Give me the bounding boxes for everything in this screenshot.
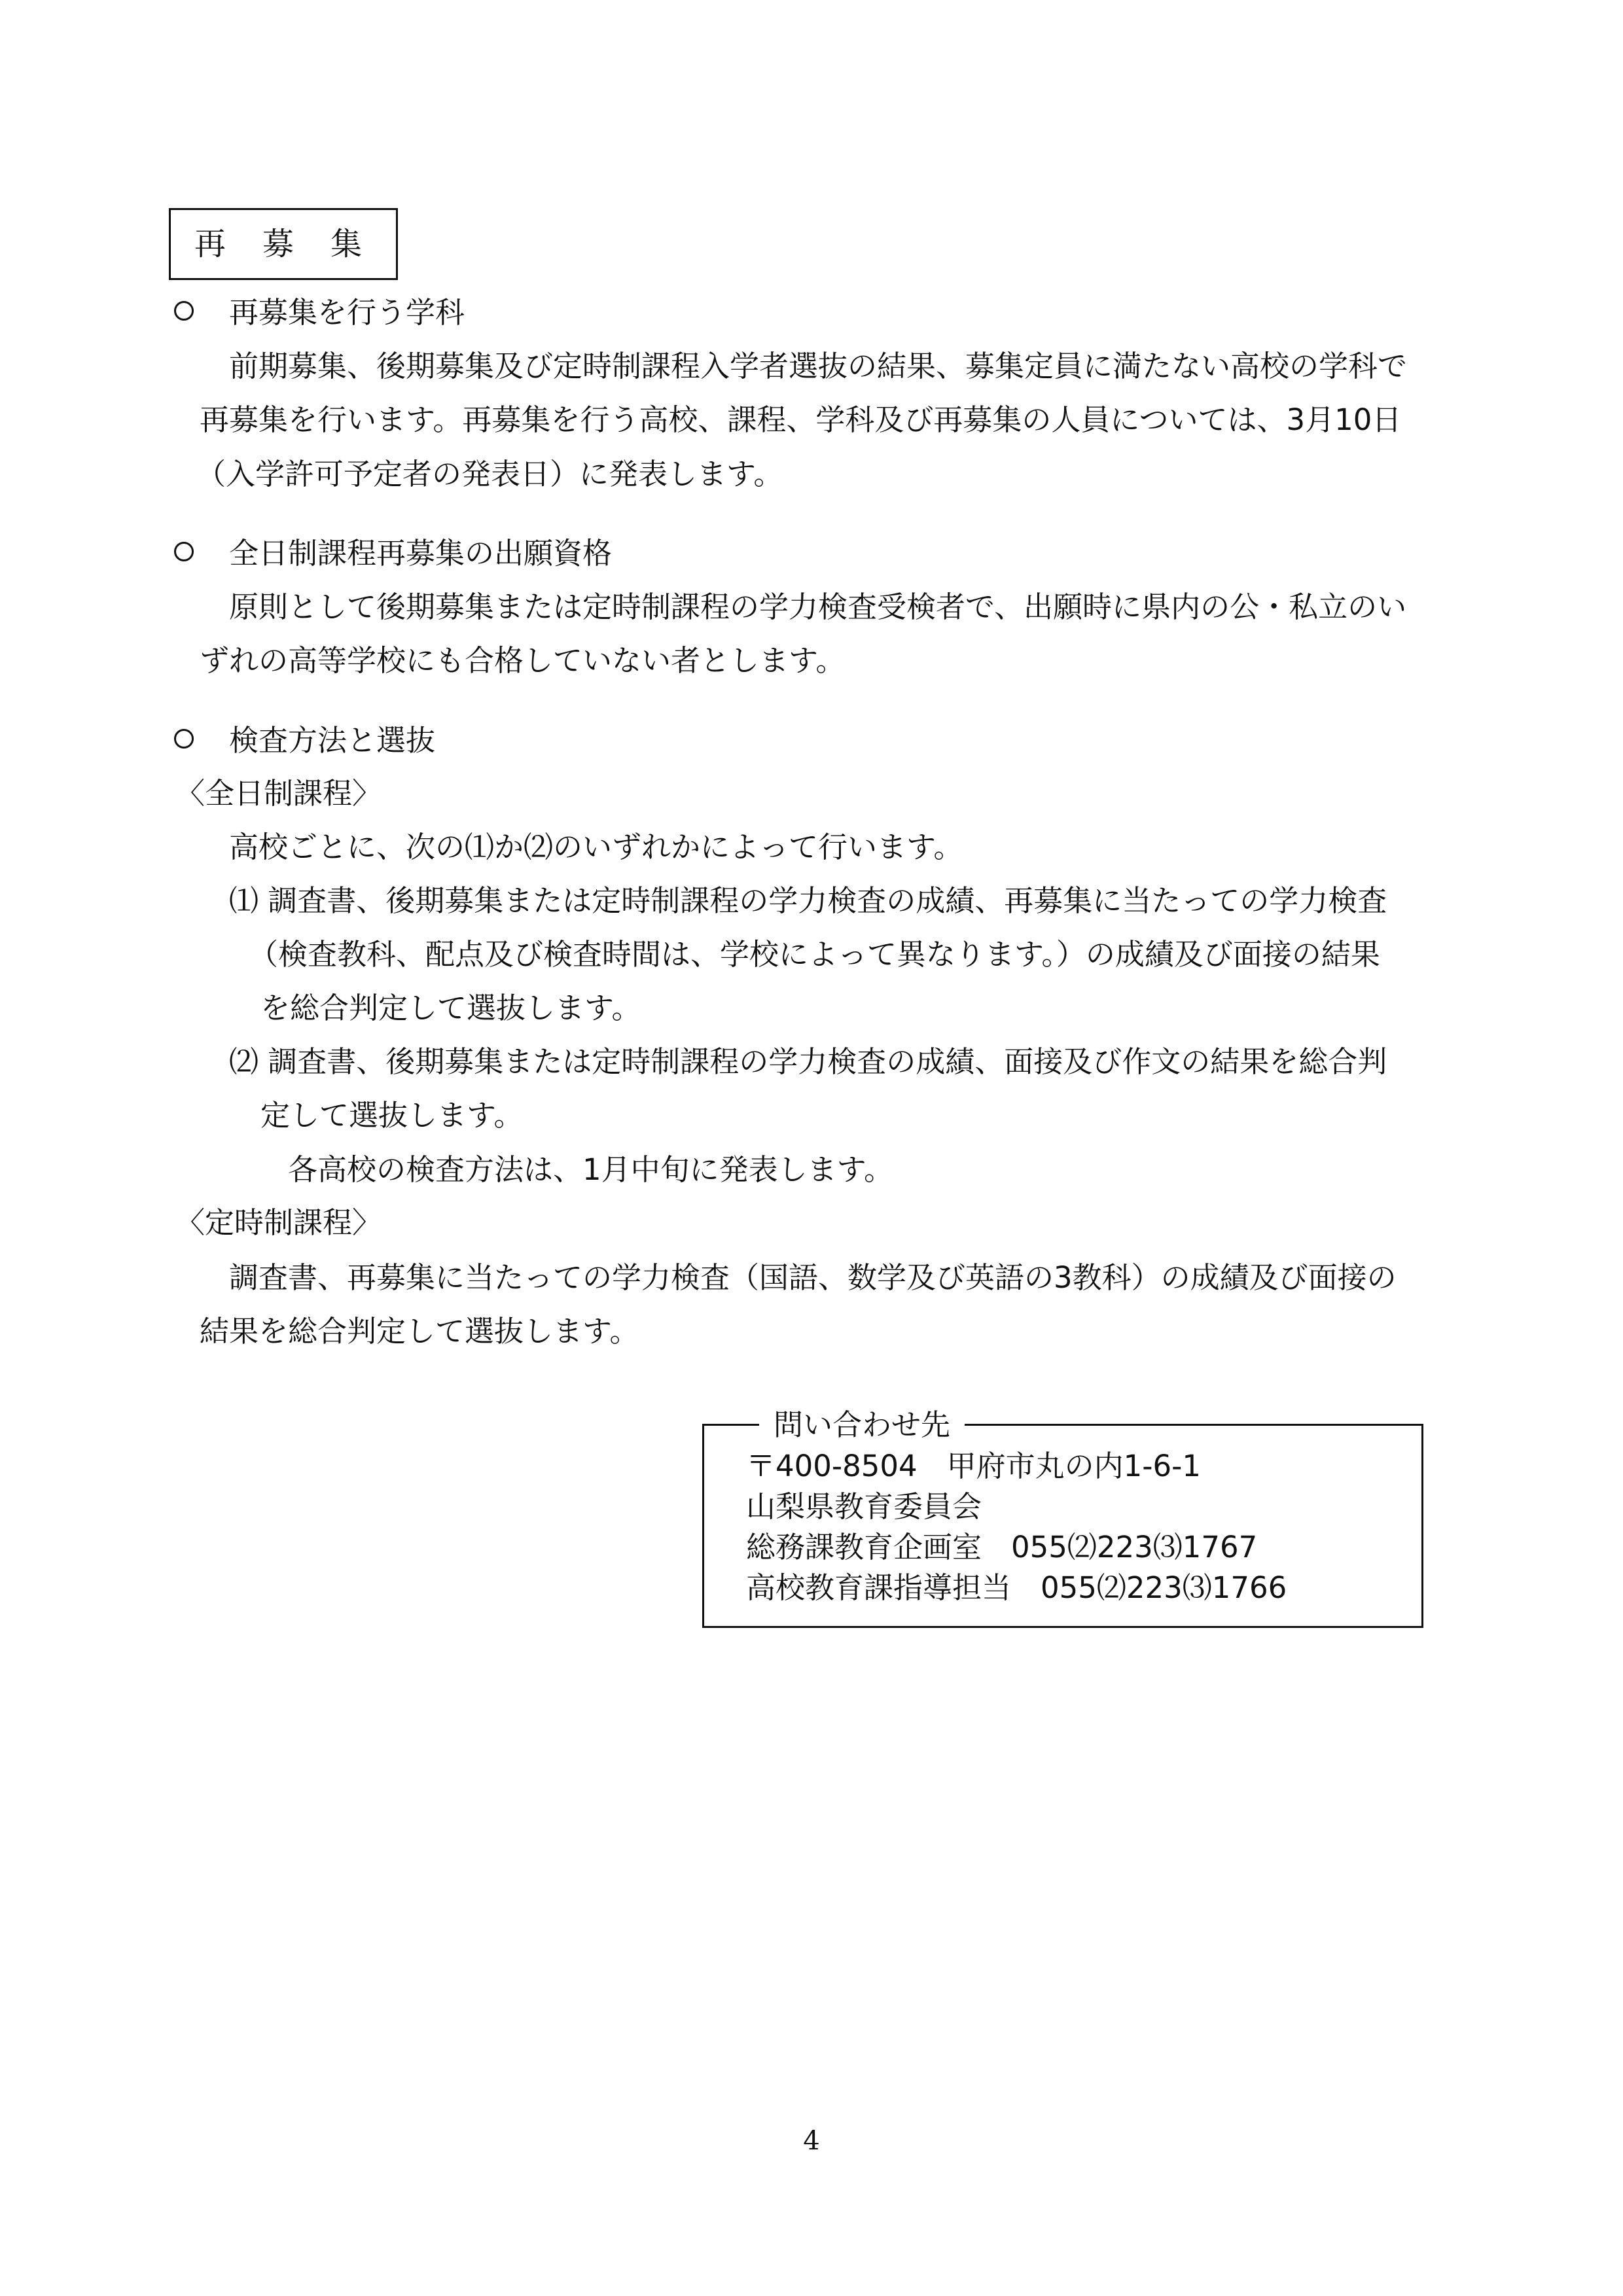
section-heading-1: 再募集を行う学科: [229, 295, 465, 330]
zen-item2-line-1: ⑵ 調査書、後期募集または定時制課程の学力検査の成績、面接及び作文の結果を総合判: [229, 1044, 1387, 1079]
zen-item1-line-1: ⑴ 調査書、後期募集または定時制課程の学力検査の成績、再募集に当たっての学力検査: [229, 883, 1387, 918]
page-title: 再募集: [169, 208, 398, 280]
section-heading-2: 全日制課程再募集の出願資格: [229, 536, 613, 571]
zen-item2-line-2: 定して選抜します。: [260, 1098, 524, 1133]
bullet-circle-icon: [174, 729, 194, 749]
teiji-line-1: 調査書、再募集に当たっての学力検査（国語、数学及び英語の3教科）の成績及び面接の: [229, 1260, 1397, 1295]
section-2-line-1: 原則として後期募集または定時制課程の学力検査受検者で、出願時に県内の公・私立のい: [229, 590, 1407, 624]
bullet-circle-icon: [174, 542, 194, 561]
zen-label: 〈全日制課程〉: [175, 776, 382, 811]
section-1-line-1: 前期募集、後期募集及び定時制課程入学者選抜の結果、募集定員に満たない高校の学科で: [229, 349, 1408, 383]
zen-item1-line-2: （検査教科、配点及び検査時間は、学校によって異なります。）の成績及び面接の結果: [249, 937, 1380, 972]
section-1-line-3: （入学許可予定者の発表日）に発表します。: [196, 457, 783, 491]
section-heading-3: 検査方法と選抜: [229, 723, 436, 758]
bullet-circle-icon: [174, 301, 194, 321]
teiji-line-2: 結果を総合判定して選抜します。: [200, 1314, 639, 1349]
contact-dept-2: 高校教育課指導担当 055⑵223⑶1766: [746, 1570, 1287, 1605]
contact-dept-1: 総務課教育企画室 055⑵223⑶1767: [746, 1530, 1258, 1564]
zen-item1-line-3: を総合判定して選抜します。: [260, 991, 641, 1025]
teiji-label: 〈定時制課程〉: [175, 1205, 382, 1240]
contact-org: 山梨県教育委員会: [746, 1489, 982, 1524]
contact-address: 〒400-8504 甲府市丸の内1-6-1: [746, 1449, 1202, 1483]
contact-legend: 問い合わせ先: [759, 1407, 965, 1443]
zen-intro: 高校ごとに、次の⑴か⑵のいずれかによって行います。: [229, 830, 963, 864]
page-number: 4: [803, 2126, 820, 2156]
section-1-line-2: 再募集を行います。再募集を行う高校、課程、学科及び再募集の人員については、3月10日: [200, 402, 1402, 437]
zen-note: 各高校の検査方法は、1月中旬に発表します。: [288, 1152, 894, 1187]
section-2-line-2: ずれの高等学校にも合格していない者とします。: [200, 643, 846, 678]
